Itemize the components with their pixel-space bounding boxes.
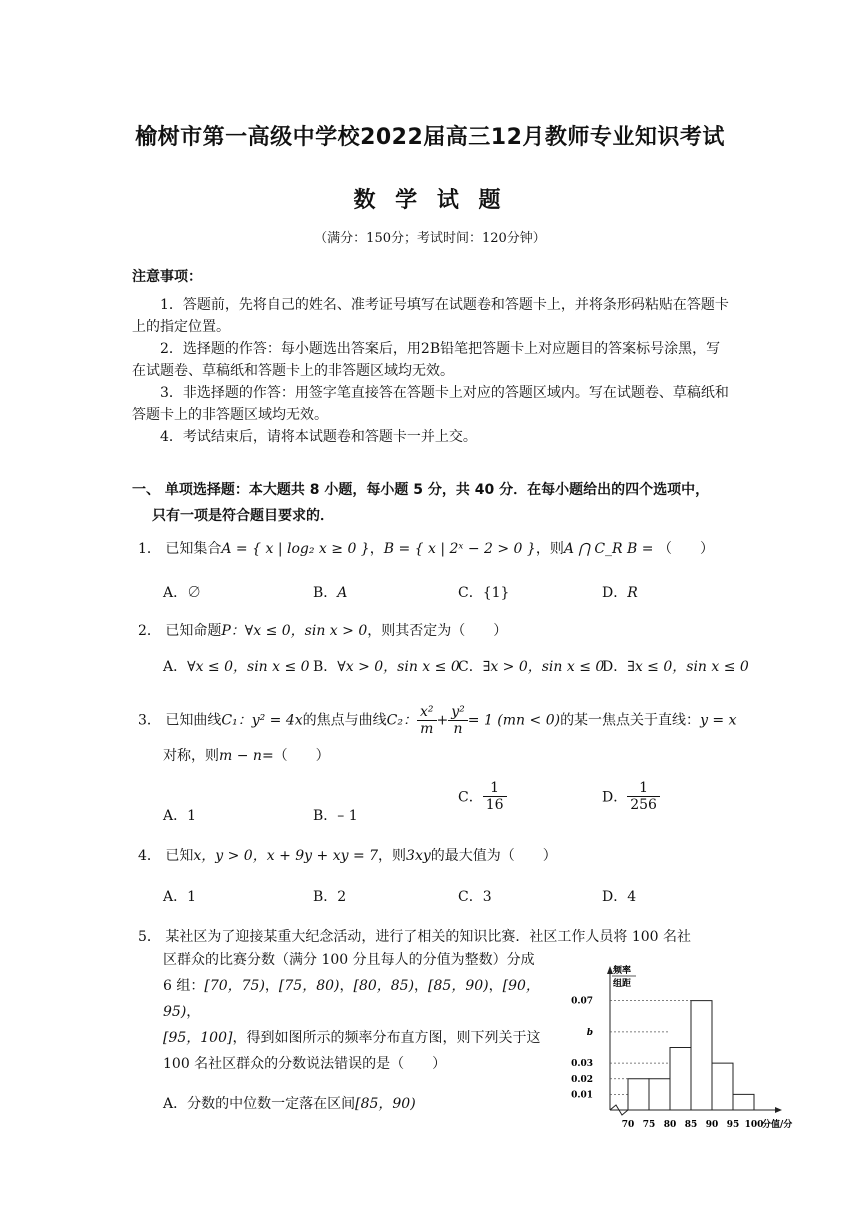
question-text: ， xyxy=(369,541,384,557)
math-expression: 3xy xyxy=(406,848,431,864)
math-operator: + xyxy=(436,712,449,729)
option-c: C． $\frac{1}{16}$ xyxy=(458,780,507,813)
question-number: 4． xyxy=(138,848,161,864)
question-5-body xyxy=(163,947,558,1117)
histogram-bar xyxy=(691,1001,712,1110)
y-tick-label: 0.03 xyxy=(571,1059,593,1070)
section-line-1: 一、 单项选择题：本大题共 8 小题，每小题 5 分，共 40 分．在每小题给出的四个选项中， xyxy=(132,482,710,498)
question-2 xyxy=(138,620,507,640)
subject-title: 数 学 试 题 xyxy=(353,188,507,213)
question-text: ，则 xyxy=(378,848,407,864)
question-text: 的焦点与曲线 xyxy=(302,712,387,729)
option-a: A．分数的中位数一定落在区间[85，90) xyxy=(163,1096,416,1112)
x-tick-label: 80 xyxy=(663,1120,677,1130)
question-text: 已知命题 xyxy=(165,623,222,639)
math-expression: C₁：y² = 4x xyxy=(221,712,303,729)
question-text: [95，100]，得到如图所示的频率分布直方图，则下列关于这 xyxy=(163,1030,541,1046)
question-text: ，则其否定为（ ） xyxy=(367,623,508,639)
question-text: 已知 xyxy=(165,848,194,864)
fraction: $\frac{1}{16}$ xyxy=(483,780,507,813)
option-a: A．∀x ≤ 0，sin x ≤ 0 xyxy=(163,659,310,675)
option-d: D．R xyxy=(602,585,638,601)
option-d: D．∃x ≤ 0，sin x ≤ 0 xyxy=(602,659,749,675)
fraction: $\frac{1}{256}$ xyxy=(627,780,660,813)
question-text: ，则 xyxy=(535,541,564,557)
x-tick-label: 75 xyxy=(642,1120,656,1130)
section-heading xyxy=(132,477,732,529)
question-text: 6 组：[70，75)，[75，80)，[80，85)，[85，90)，[90，95)， xyxy=(163,978,540,1020)
math-expression: C₂： xyxy=(386,712,417,729)
notice-item: 3．非选择题的作答：用签字笔直接答在答题卡上对应的答题区域内。写在试题卷、草稿纸和答题卡上的非答题区域均无效。 xyxy=(132,385,729,423)
frequency-histogram xyxy=(560,960,820,1140)
x-tick-label: 90 xyxy=(705,1120,719,1130)
x-tick-label: 70 xyxy=(621,1120,635,1130)
y-tick-label: 0.07 xyxy=(571,996,593,1007)
histogram-bar xyxy=(670,1048,691,1111)
question-text: 的某一焦点关于直线： xyxy=(560,712,701,729)
y-axis-label-top: 频率 xyxy=(613,966,632,976)
option-a: A．1 xyxy=(163,889,197,905)
option-b: B．∀x > 0，sin x ≤ 0 xyxy=(313,659,460,675)
question-4 xyxy=(138,845,557,865)
question-3 xyxy=(138,704,738,737)
exam-title: 榆树市第一高级中学校2022届高三12月教师专业知识考试 xyxy=(135,125,725,150)
option-d: D． $\frac{1}{256}$ xyxy=(602,780,660,813)
question-number: 1． xyxy=(138,541,161,557)
question-number: 3． xyxy=(138,712,161,729)
histogram-bar xyxy=(628,1079,649,1110)
fraction: $\frac{\text{x²}}{m}$ xyxy=(417,704,437,737)
math-expression: B = { x | 2ˣ − 2 > 0 } xyxy=(383,541,536,557)
option-b: B．– 1 xyxy=(313,808,358,824)
question-3-line-2: 对称，则m − n=（ ） xyxy=(163,748,330,764)
math-expression: A = { x | log₂ x ≥ 0 } xyxy=(221,541,370,557)
option-d: D．4 xyxy=(602,889,637,905)
y-axis-label-bottom: 组距 xyxy=(613,979,632,989)
question-text: 已知集合 xyxy=(165,541,222,557)
histogram-bar xyxy=(649,1079,670,1110)
math-expression: = 1 (mn < 0) xyxy=(467,712,561,729)
x-axis-arrow xyxy=(775,1107,782,1113)
histogram-bar xyxy=(733,1094,754,1110)
option-a: A．1 xyxy=(163,808,197,824)
question-number: 2． xyxy=(138,623,161,639)
question-text: 已知曲线 xyxy=(165,712,222,729)
answer-blank: （ ） xyxy=(657,541,714,557)
option-a: A．∅ xyxy=(163,585,202,601)
histogram-bar xyxy=(712,1063,733,1110)
question-number: 5． xyxy=(138,929,161,945)
question-text: 某社区为了迎接某重大纪念活动，进行了相关的知识比赛．社区工作人员将 100 名社 xyxy=(165,929,691,945)
question-1 xyxy=(138,538,714,558)
option-c: C．3 xyxy=(458,889,492,905)
x-tick-label: 85 xyxy=(684,1120,698,1130)
option-b: B．2 xyxy=(313,889,347,905)
y-tick-label: b xyxy=(586,1027,593,1038)
question-5 xyxy=(138,926,691,946)
notice-item: 2．选择题的作答：每小题选出答案后，用2B铅笔把答题卡上对应题目的答案标号涂黑，写在试题卷、草稿纸和答题卡上的非答题区域均无效。 xyxy=(132,341,721,379)
x-axis-label: 分值/分 xyxy=(762,1120,793,1130)
question-text: 的最大值为（ ） xyxy=(430,848,557,864)
y-tick-label: 0.01 xyxy=(571,1090,593,1101)
y-tick-label: 0.02 xyxy=(571,1074,593,1085)
option-c: C．∃x > 0，sin x ≤ 0 xyxy=(458,659,605,675)
exam-info: （满分：150分；考试时间：120分钟） xyxy=(314,231,546,246)
option-c: C．{1} xyxy=(458,585,510,601)
notice-item: 1．答题前，先将自己的姓名、准考证号填写在试题卷和答题卡上，并将条形码粘贴在答题卡上的指定位置。 xyxy=(132,297,729,335)
x-tick-label: 100 xyxy=(744,1120,764,1130)
math-expression: x，y > 0，x + 9y + xy = 7 xyxy=(193,848,379,864)
fraction: $\frac{\text{y²}}{n}$ xyxy=(448,704,468,737)
x-tick-label: 95 xyxy=(726,1120,740,1130)
math-expression: P：∀x ≤ 0，sin x > 0 xyxy=(221,623,368,639)
notice-item: 4．考试结束后，请将本试题卷和答题卡一并上交。 xyxy=(160,429,477,445)
notice-heading: 注意事项： xyxy=(132,269,202,285)
question-text: 100 名社区群众的分数说法错误的是（ ） xyxy=(163,1056,447,1072)
math-expression: A ⋂ C_R B = xyxy=(563,541,654,557)
section-line-2: 只有一项是符合题目要求的． xyxy=(152,508,334,524)
question-text: 区群众的比赛分数（满分 100 分且每人的分值为整数）分成 xyxy=(163,952,535,968)
notice-list xyxy=(132,294,732,448)
math-expression: y = x xyxy=(700,712,737,729)
option-b: B．A xyxy=(313,585,348,601)
